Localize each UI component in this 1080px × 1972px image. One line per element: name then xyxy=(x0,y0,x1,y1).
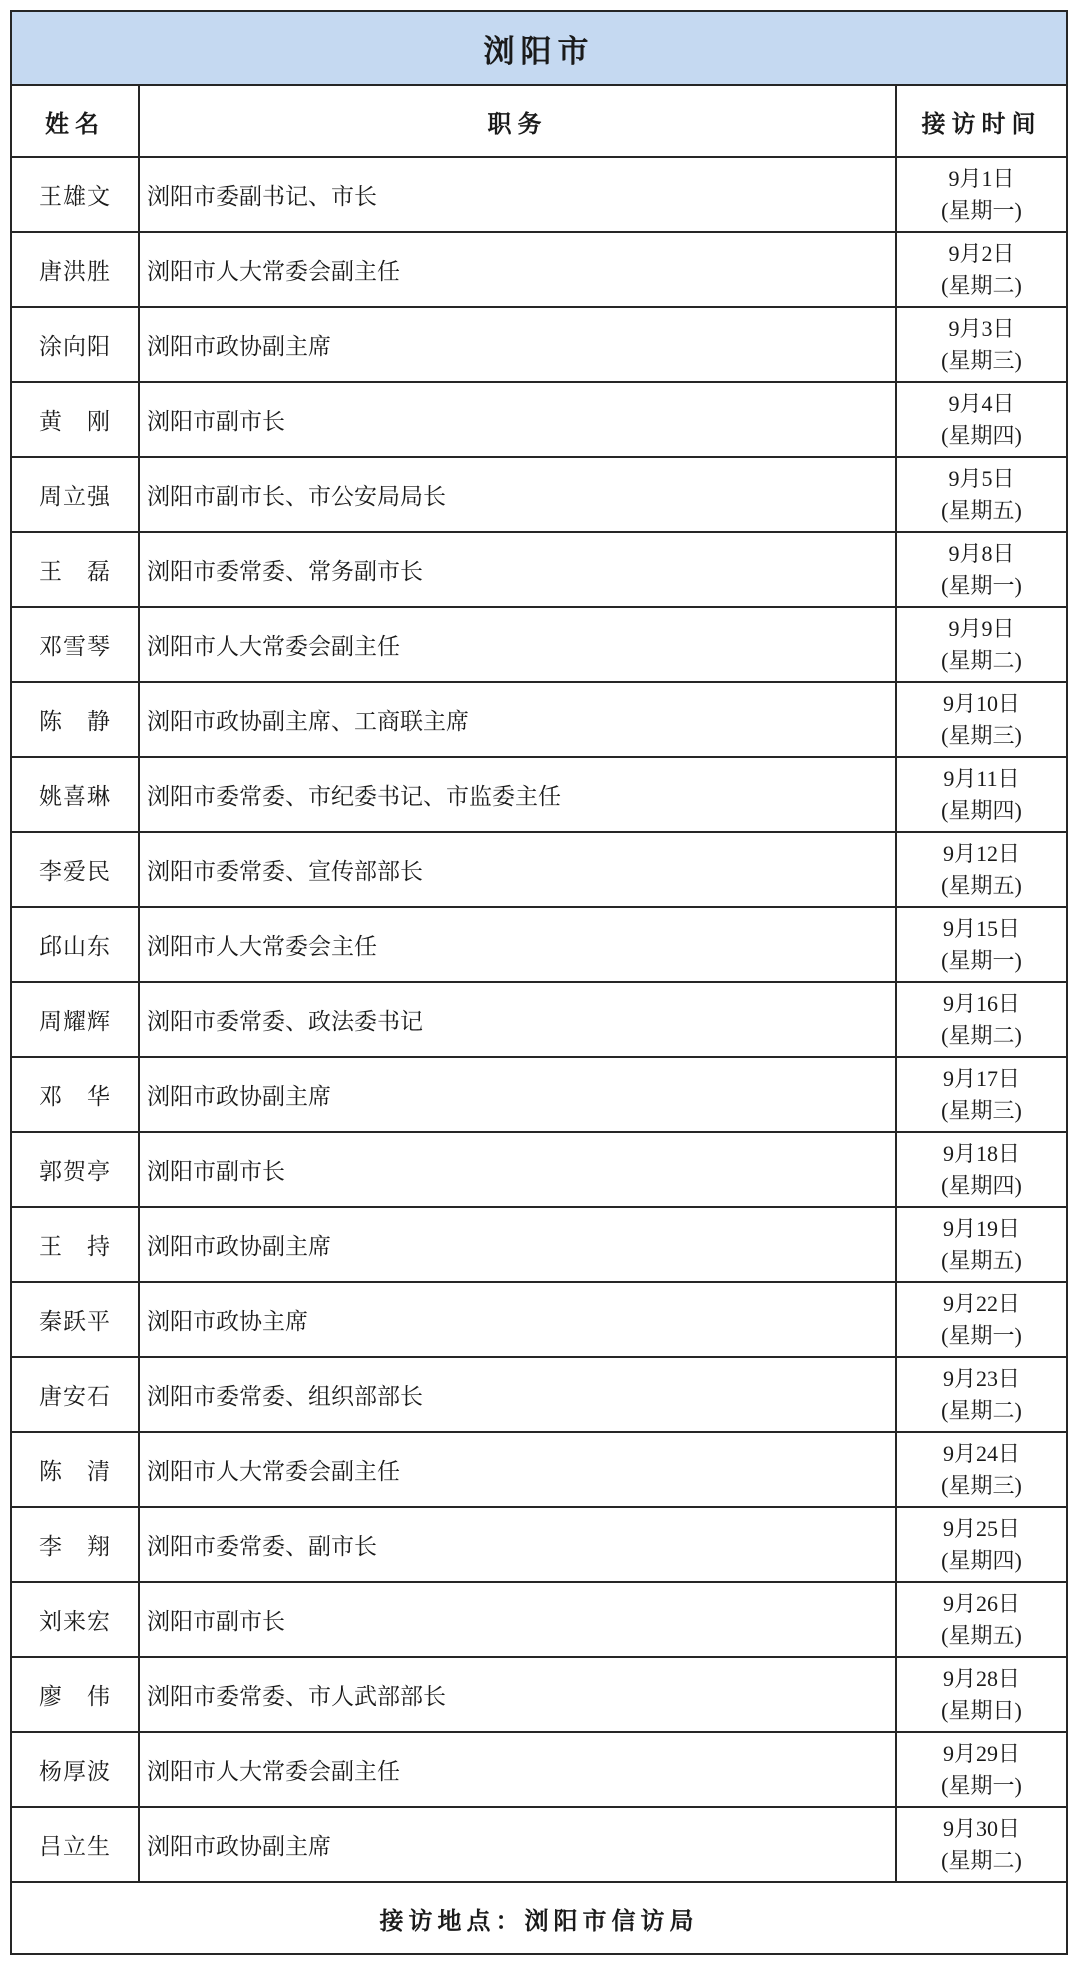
position-cell: 浏阳市政协副主席 xyxy=(139,1207,896,1282)
date-cell xyxy=(896,157,1067,232)
visit-date: 9月5日 xyxy=(948,465,1015,491)
date-cell xyxy=(896,382,1067,457)
visit-weekday: (星期三) xyxy=(941,1472,1022,1498)
name-cell: 李 翔 xyxy=(11,1507,139,1582)
visit-date: 9月15日 xyxy=(943,915,1021,941)
table-row xyxy=(11,1582,1067,1657)
date-cell xyxy=(896,232,1067,307)
visit-weekday: (星期一) xyxy=(941,197,1022,223)
table-row xyxy=(11,532,1067,607)
name-cell: 唐安石 xyxy=(11,1357,139,1432)
position-cell: 浏阳市委常委、常务副市长 xyxy=(139,532,896,607)
position-cell: 浏阳市委常委、副市长 xyxy=(139,1507,896,1582)
visit-weekday: (星期三) xyxy=(941,347,1022,373)
name-cell: 黄 刚 xyxy=(11,382,139,457)
date-cell xyxy=(896,457,1067,532)
visit-weekday: (星期二) xyxy=(941,1022,1022,1048)
visit-date: 9月25日 xyxy=(943,1515,1021,1541)
date-cell xyxy=(896,1507,1067,1582)
table-footer: 接访地点：浏阳市信访局 xyxy=(11,1882,1067,1954)
table-row xyxy=(11,1207,1067,1282)
table-row xyxy=(11,1657,1067,1732)
name-cell: 唐洪胜 xyxy=(11,232,139,307)
date-cell xyxy=(896,1132,1067,1207)
table-row xyxy=(11,232,1067,307)
table-row xyxy=(11,382,1067,457)
table-row xyxy=(11,607,1067,682)
position-cell: 浏阳市委常委、宣传部部长 xyxy=(139,832,896,907)
title-row xyxy=(11,11,1067,85)
table-row xyxy=(11,1507,1067,1582)
visit-date: 9月28日 xyxy=(943,1665,1021,1691)
position-cell: 浏阳市人大常委会副主任 xyxy=(139,1432,896,1507)
position-cell: 浏阳市政协副主席 xyxy=(139,1057,896,1132)
table-row xyxy=(11,1807,1067,1882)
name-cell: 廖 伟 xyxy=(11,1657,139,1732)
visit-weekday: (星期三) xyxy=(941,722,1022,748)
name-cell: 陈 静 xyxy=(11,682,139,757)
visit-weekday: (星期四) xyxy=(941,1172,1022,1198)
table-row xyxy=(11,1132,1067,1207)
visit-weekday: (星期二) xyxy=(941,647,1022,673)
visit-date: 9月9日 xyxy=(948,615,1015,641)
position-cell: 浏阳市人大常委会副主任 xyxy=(139,1732,896,1807)
name-cell: 周立强 xyxy=(11,457,139,532)
name-cell: 王雄文 xyxy=(11,157,139,232)
visit-weekday: (星期一) xyxy=(941,1772,1022,1798)
visit-date: 9月22日 xyxy=(943,1290,1021,1316)
visit-date: 9月11日 xyxy=(943,765,1020,791)
visit-date: 9月24日 xyxy=(943,1440,1021,1466)
visit-date: 9月12日 xyxy=(943,840,1021,866)
visit-date: 9月3日 xyxy=(948,315,1015,341)
visit-date: 9月1日 xyxy=(948,165,1015,191)
visit-weekday: (星期五) xyxy=(941,497,1022,523)
visit-weekday: (星期二) xyxy=(941,1397,1022,1423)
position-cell: 浏阳市委常委、组织部部长 xyxy=(139,1357,896,1432)
visit-weekday: (星期二) xyxy=(941,1847,1022,1873)
position-cell: 浏阳市委常委、市纪委书记、市监委主任 xyxy=(139,757,896,832)
position-cell: 浏阳市人大常委会副主任 xyxy=(139,607,896,682)
visit-weekday: (星期一) xyxy=(941,1322,1022,1348)
position-cell: 浏阳市委副书记、市长 xyxy=(139,157,896,232)
visit-weekday: (星期三) xyxy=(941,1097,1022,1123)
date-cell xyxy=(896,607,1067,682)
name-cell: 杨厚波 xyxy=(11,1732,139,1807)
name-cell: 涂向阳 xyxy=(11,307,139,382)
table-row xyxy=(11,982,1067,1057)
name-cell: 邓 华 xyxy=(11,1057,139,1132)
visit-date: 9月23日 xyxy=(943,1365,1021,1391)
date-cell xyxy=(896,682,1067,757)
position-cell: 浏阳市委常委、政法委书记 xyxy=(139,982,896,1057)
date-cell xyxy=(896,1357,1067,1432)
visit-weekday: (星期四) xyxy=(941,422,1022,448)
name-cell: 吕立生 xyxy=(11,1807,139,1882)
position-cell: 浏阳市副市长 xyxy=(139,1582,896,1657)
visit-weekday: (星期二) xyxy=(941,272,1022,298)
position-cell: 浏阳市副市长 xyxy=(139,382,896,457)
date-cell xyxy=(896,1432,1067,1507)
date-cell xyxy=(896,757,1067,832)
table-title: 浏阳市 xyxy=(11,11,1067,85)
table-row xyxy=(11,1057,1067,1132)
table-row xyxy=(11,157,1067,232)
name-cell: 郭贺亭 xyxy=(11,1132,139,1207)
table-row xyxy=(11,757,1067,832)
table-row xyxy=(11,907,1067,982)
date-cell xyxy=(896,982,1067,1057)
date-cell xyxy=(896,1732,1067,1807)
visit-date: 9月29日 xyxy=(943,1740,1021,1766)
visit-date: 9月10日 xyxy=(943,690,1021,716)
date-cell xyxy=(896,1657,1067,1732)
date-cell xyxy=(896,1582,1067,1657)
name-cell: 王 持 xyxy=(11,1207,139,1282)
position-cell: 浏阳市副市长、市公安局局长 xyxy=(139,457,896,532)
table-row xyxy=(11,1282,1067,1357)
column-header-position: 职务 xyxy=(139,85,896,157)
visit-date: 9月2日 xyxy=(948,240,1015,266)
position-cell: 浏阳市人大常委会主任 xyxy=(139,907,896,982)
date-cell xyxy=(896,1282,1067,1357)
name-cell: 王 磊 xyxy=(11,532,139,607)
visit-weekday: (星期一) xyxy=(941,947,1022,973)
position-cell: 浏阳市政协副主席 xyxy=(139,307,896,382)
visit-date: 9月16日 xyxy=(943,990,1021,1016)
table-row xyxy=(11,1432,1067,1507)
name-cell: 秦跃平 xyxy=(11,1282,139,1357)
visit-date: 9月18日 xyxy=(943,1140,1021,1166)
position-cell: 浏阳市人大常委会副主任 xyxy=(139,232,896,307)
name-cell: 李爱民 xyxy=(11,832,139,907)
visit-date: 9月17日 xyxy=(943,1065,1021,1091)
visit-weekday: (星期四) xyxy=(941,1547,1022,1573)
name-cell: 邱山东 xyxy=(11,907,139,982)
date-cell xyxy=(896,1207,1067,1282)
visit-weekday: (星期四) xyxy=(941,797,1022,823)
position-cell: 浏阳市政协副主席、工商联主席 xyxy=(139,682,896,757)
table-row xyxy=(11,457,1067,532)
visit-weekday: (星期五) xyxy=(941,1622,1022,1648)
visit-date: 9月8日 xyxy=(948,540,1015,566)
date-cell xyxy=(896,1057,1067,1132)
visit-weekday: (星期日) xyxy=(941,1697,1022,1723)
position-cell: 浏阳市政协副主席 xyxy=(139,1807,896,1882)
schedule-table xyxy=(10,10,1068,1955)
visit-date: 9月26日 xyxy=(943,1590,1021,1616)
table-row xyxy=(11,1357,1067,1432)
table-row xyxy=(11,832,1067,907)
visit-date: 9月19日 xyxy=(943,1215,1021,1241)
footer-row xyxy=(11,1882,1067,1954)
visit-weekday: (星期五) xyxy=(941,872,1022,898)
name-cell: 刘来宏 xyxy=(11,1582,139,1657)
name-cell: 邓雪琴 xyxy=(11,607,139,682)
position-cell: 浏阳市委常委、市人武部部长 xyxy=(139,1657,896,1732)
date-cell xyxy=(896,832,1067,907)
name-cell: 周耀辉 xyxy=(11,982,139,1057)
date-cell xyxy=(896,307,1067,382)
table-body xyxy=(11,157,1067,1882)
column-header-name: 姓名 xyxy=(11,85,139,157)
name-cell: 姚喜琳 xyxy=(11,757,139,832)
position-cell: 浏阳市副市长 xyxy=(139,1132,896,1207)
table-row xyxy=(11,307,1067,382)
header-row xyxy=(11,85,1067,157)
visit-date: 9月30日 xyxy=(943,1815,1021,1841)
visit-weekday: (星期五) xyxy=(941,1247,1022,1273)
visit-date: 9月4日 xyxy=(948,390,1015,416)
name-cell: 陈 清 xyxy=(11,1432,139,1507)
column-header-time: 接访时间 xyxy=(896,85,1067,157)
date-cell xyxy=(896,1807,1067,1882)
position-cell: 浏阳市政协主席 xyxy=(139,1282,896,1357)
table-row xyxy=(11,1732,1067,1807)
visit-weekday: (星期一) xyxy=(941,572,1022,598)
date-cell xyxy=(896,532,1067,607)
date-cell xyxy=(896,907,1067,982)
table-row xyxy=(11,682,1067,757)
